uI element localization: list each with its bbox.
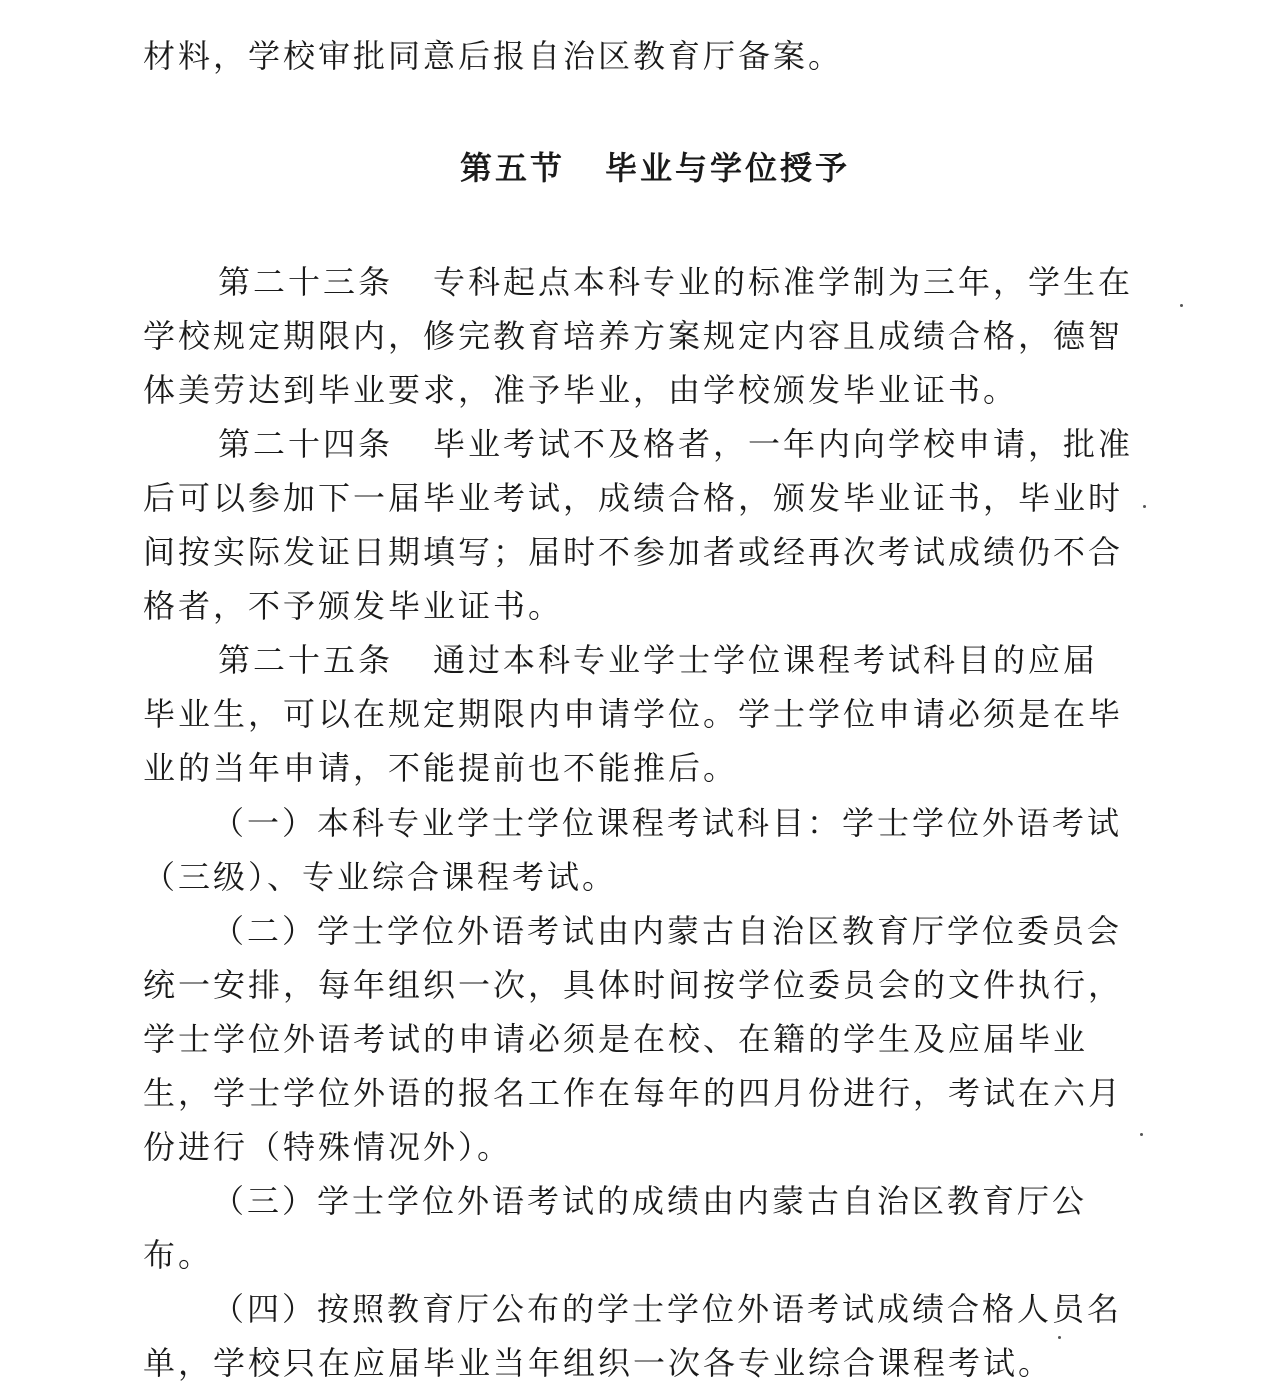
clause-1-line-2: （三级）、专业综合课程考试。: [143, 858, 618, 896]
article-25-line-2: 毕业生，可以在规定期限内申请学位。学士学位申请必须是在毕: [143, 695, 1124, 733]
article-24-line-3: 间按实际发证日期填写；届时不参加者或经再次考试成绩仍不合: [143, 533, 1124, 571]
clause-2-line-3: 学士学位外语考试的申请必须是在校、在籍的学生及应届毕业: [143, 1020, 1089, 1058]
section-title: 毕业与学位授予: [605, 149, 851, 187]
clause-2-line-2: 统一安排，每年组织一次，具体时间按学位委员会的文件执行，: [143, 966, 1124, 1004]
scan-speck: [1058, 1336, 1061, 1339]
article-label: 第二十三条: [218, 263, 394, 301]
article-25-line-1: 第二十五条 通过本科专业学士学位课程考试科目的应届: [218, 641, 1099, 679]
scan-speck: [1143, 505, 1146, 508]
section-heading: [460, 148, 1280, 188]
article-24-line-1: 第二十四条 毕业考试不及格者，一年内向学校申请，批准: [218, 425, 1134, 463]
clause-4-line-1: （四）按照教育厅公布的学士学位外语考试成绩合格人员名: [212, 1290, 1123, 1328]
scan-speck: [1140, 1133, 1143, 1136]
article-24-line-4: 格者，不予颁发毕业证书。: [143, 587, 564, 625]
article-label: 第二十五条: [218, 641, 394, 679]
clause-4-line-2: 单，学校只在应届毕业当年组织一次各专业综合课程考试。: [143, 1344, 1054, 1382]
section-number: 第五节: [460, 149, 566, 187]
clause-3-line-1: （三）学士学位外语考试的成绩由内蒙古自治区教育厅公: [212, 1182, 1088, 1220]
clause-2-line-4: 生，学士学位外语的报名工作在每年的四月份进行，考试在六月: [143, 1074, 1124, 1112]
opening-line: 材料，学校审批同意后报自治区教育厅备案。: [143, 37, 844, 75]
article-25-line-3: 业的当年申请，不能提前也不能推后。: [143, 749, 739, 787]
clause-3-line-2: 布。: [143, 1236, 214, 1274]
clause-1-line-1: （一）本科专业学士学位课程考试科目：学士学位外语考试: [212, 804, 1123, 842]
article-24-line-2: 后可以参加下一届毕业考试，成绩合格，颁发毕业证书，毕业时: [143, 479, 1124, 517]
article-23-line-2: 学校规定期限内，修完教育培养方案规定内容且成绩合格，德智: [143, 317, 1124, 355]
scan-speck: [1180, 304, 1183, 307]
clause-2-line-5: 份进行（特殊情况外）。: [143, 1128, 513, 1166]
article-23-line-1: 第二十三条 专科起点本科专业的标准学制为三年，学生在: [218, 263, 1134, 301]
article-23-line-3: 体美劳达到毕业要求，准予毕业，由学校颁发毕业证书。: [143, 371, 1019, 409]
article-label: 第二十四条: [218, 425, 394, 463]
clause-2-line-1: （二）学士学位外语考试由内蒙古自治区教育厅学位委员会: [212, 912, 1123, 950]
